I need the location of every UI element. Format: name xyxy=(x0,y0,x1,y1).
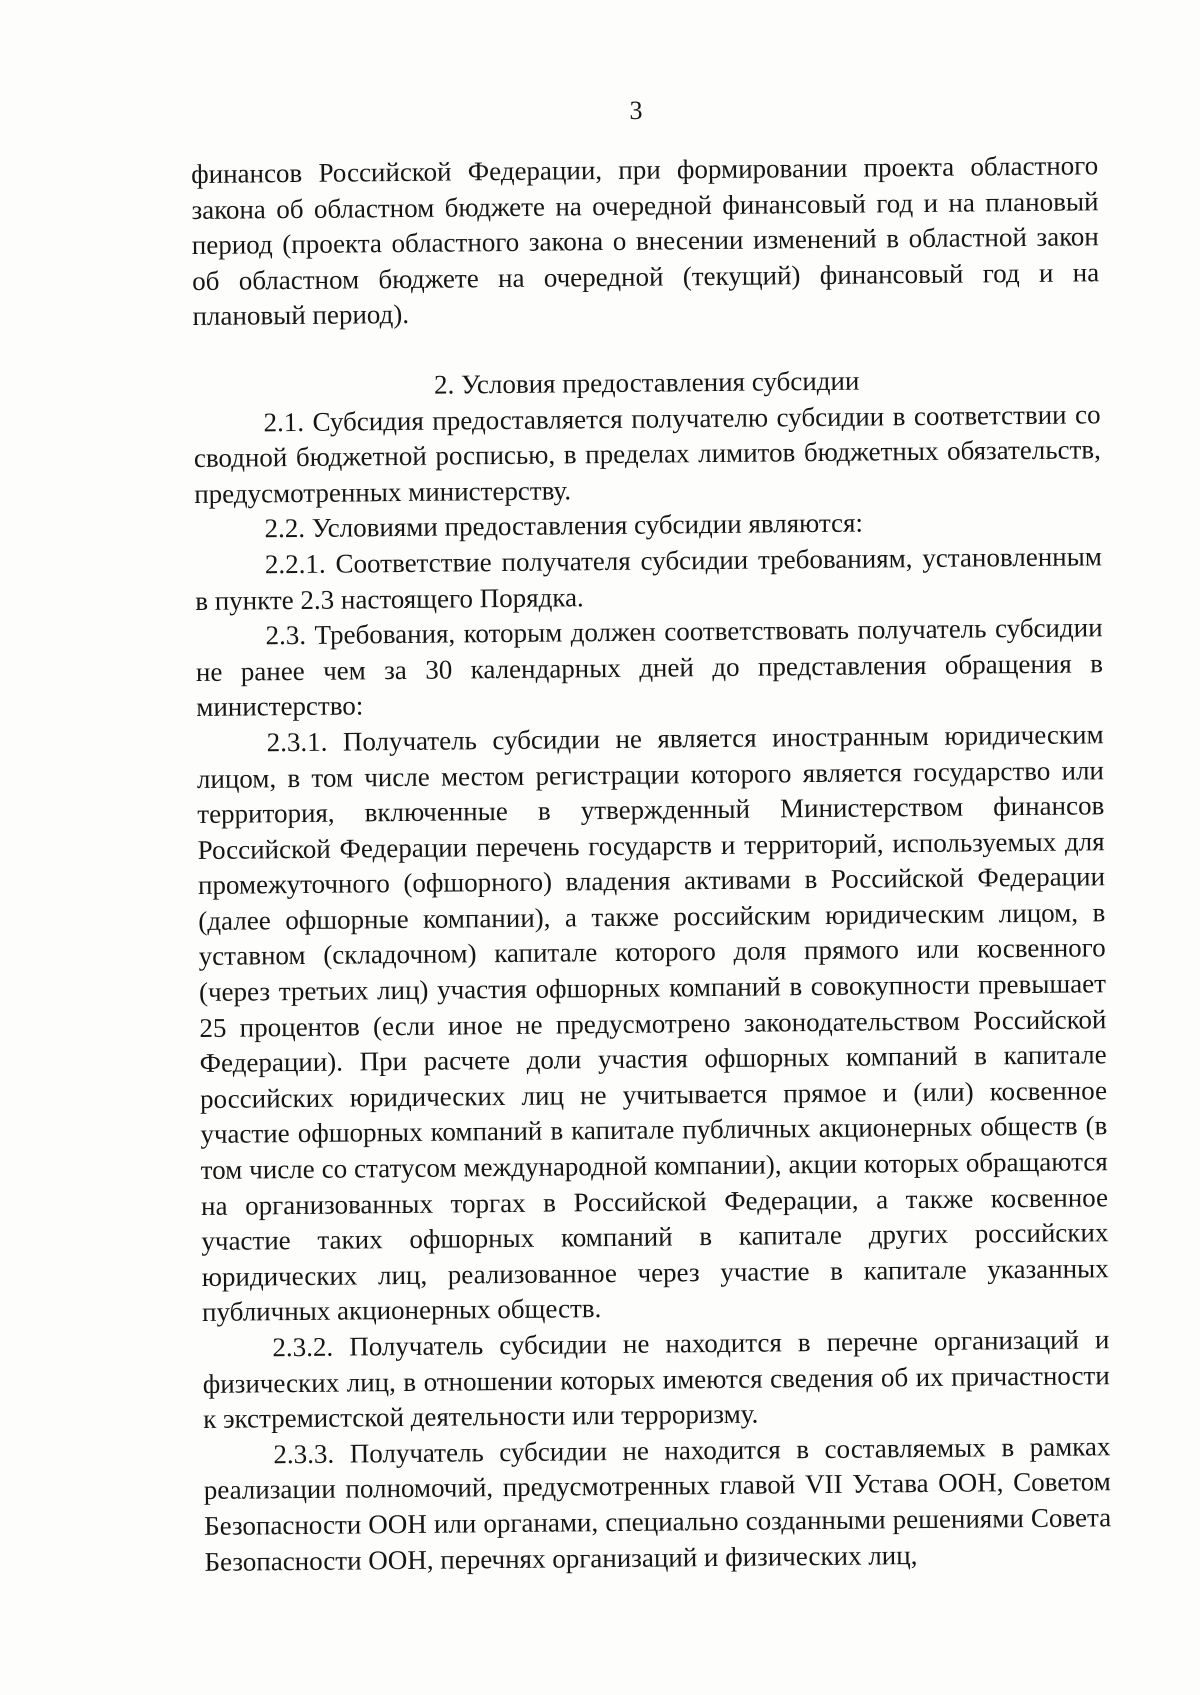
document-body xyxy=(191,148,1112,1580)
paragraph-2-2: 2.2. Условиями предоставления субсидии являются: xyxy=(264,507,864,544)
paragraph-2-3: 2.3. Требования, которым должен соответствовать получатель субсидии не ранее чем за 30 календарных дней до представления обращения в министерство: xyxy=(195,612,1104,723)
intro-paragraph: финансов Российской Федерации, при формировании проекта областного закона об областном бюджете на очередной финансовый год и на плановый период (проекта областного закона о внесении изменений в областной закон об областном бюджете на очередной (текущий) финансовый год и на плановый период). xyxy=(191,150,1100,332)
paragraph-2-3-3: 2.3.3. Получатель субсидии не находится в составляемых в рамках реализации полномочий, предусмотренных главой VII Устава ООН, Советом Безопасности ООН или органами, специально созданными решениями Совета Безопасности ООН, перечнях организаций и физических лиц, xyxy=(203,1431,1112,1577)
paragraph-2-2-1: 2.2.1. Соответствие получателя субсидии требованиям, установленным в пункте 2.3 настоящего Порядка. xyxy=(195,541,1103,616)
section-heading: 2. Условия предоставления субсидии xyxy=(433,365,860,400)
page-number: 3 xyxy=(629,96,643,125)
paragraph-2-3-2: 2.3.2. Получатель субсидии не находится в перечне организаций и физических лиц, в отношении которых имеются сведения об их причастности к экстремистской деятельности или терроризму. xyxy=(202,1324,1110,1435)
paragraph-2-1: 2.1. Субсидия предоставляется получателю субсидии в соответствии со сводной бюджетной росписью, в пределах лимитов бюджетных обязательств, предусмотренных министерству. xyxy=(193,398,1101,509)
paragraph-2-3-1: 2.3.1. Получатель субсидии не является иностранным юридическим лицом, в том числе местом регистрации которого является государство или территория, включенные в утвержденный Министерством финансов Российской Федерации перечень государств и территорий, используемых для промежуточного (офшорного) владения активами в Российской Федерации (далее офшорные компании), а также российским юридическим лицом, в уставном (складочном) капитале которого доля прямого или косвенного (через третьих лиц) участия офшорных компаний в совокупности превышает 25 процентов (если иное не предусмотрено законодательством Российской Федерации). При расчете доли участия офшорных компаний в капитале российских юридических лиц не учитывается прямое и (или) косвенное участие офшорных компаний в капитале публичных акционерных обществ (в том числе со статусом международной компании), акции которых обращаются на организованных торгах в Российской Федерации, а также косвенное участие таких офшорных компаний в капитале других российских юридических лиц, реализованное через участие в капитале указанных публичных акционерных обществ. xyxy=(196,719,1109,1328)
